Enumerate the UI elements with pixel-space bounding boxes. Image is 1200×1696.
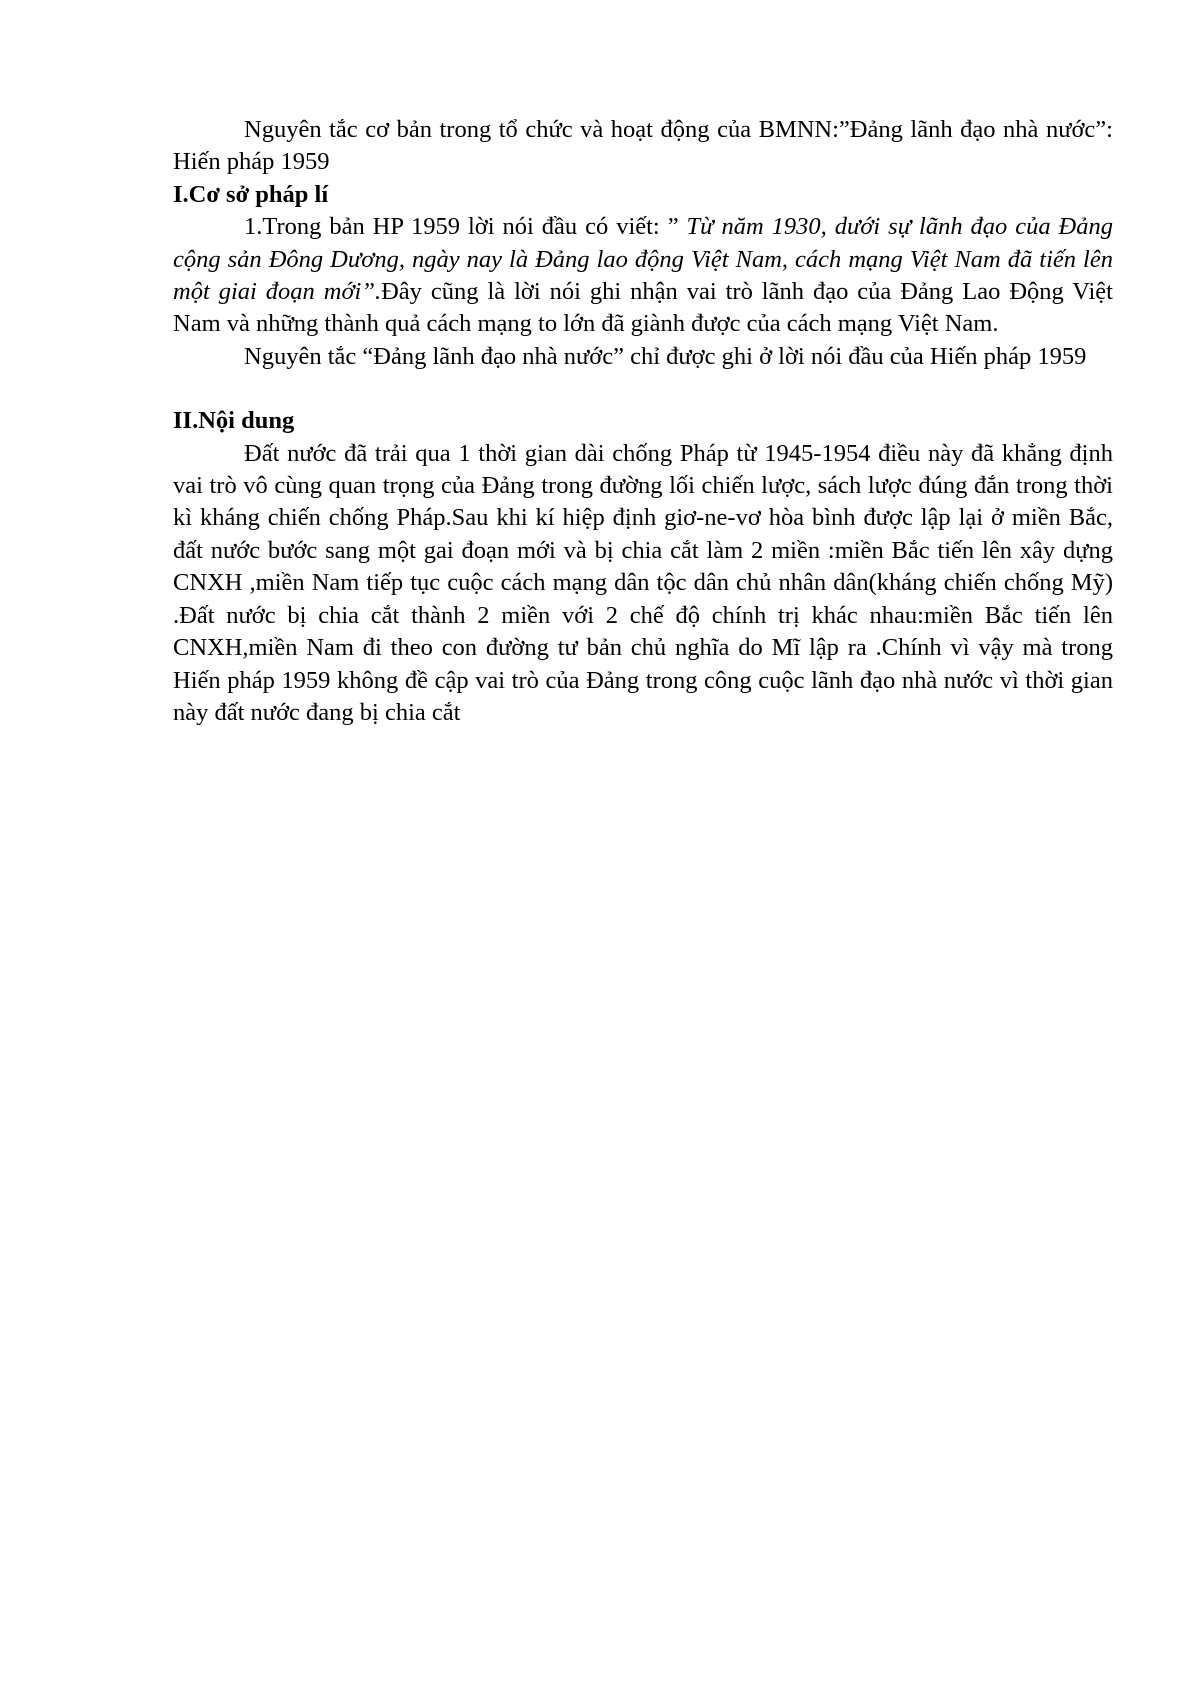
content-paragraph: Đất nước đã trải qua 1 thời gian dài chống Pháp từ 1945-1954 điều này đã khẳng định vai trò vô cùng quan trọng của Đảng trong đường lối chiến lược, sách lược đúng đắn trong thời kì kháng chiến chống Pháp.Sau khi kí hiệp định giơ-ne-vơ hòa bình được lập lại ở miền Bắc, đất nước bước sang một gai đoạn mới và bị chia cắt làm 2 miền :miền Bắc tiến lên xây dựng CNXH ,miền Nam tiếp tục cuộc cách mạng dân tộc dân chủ nhân dân(kháng chiến chống Mỹ) .Đất nước bị chia cắt thành 2 miền với 2 chế độ chính trị khác nhau:miền Bắc tiến lên CNXH,miền Nam đi theo con đường tư bản chủ nghĩa do Mĩ lập ra .Chính vì vậy mà trong Hiến pháp 1959 không đề cập vai trò của Đảng trong công cuộc lãnh đạo nhà nước vì thời gian này đất nước đang bị chia cắt: [173, 439, 1113, 726]
constitution-preamble-quote: Từ năm 1930, dưới sự lãnh đạo của Đảng cộng sản Đông Dương, ngày nay là Đảng lao động Việt Nam, cách mạng Việt Nam đã tiến lên một giai đoạn mới”.: [173, 213, 1113, 306]
principle-paragraph: Nguyên tắc “Đảng lãnh đạo nhà nước” chỉ được ghi ở lời nói đầu của Hiến pháp 1959: [244, 342, 1087, 370]
paragraph-remark: Đây cũng là lời nói ghi nhận vai trò lãnh đạo của Đảng Lao Động Việt Nam và những thành quả cách mạng to lớn đã giành được của cách mạng Việt Nam.: [173, 278, 1113, 338]
document-body: [173, 114, 1113, 729]
document-title-line: Nguyên tắc cơ bản trong tổ chức và hoạt động của BMNN:”Đảng lãnh đạo nhà nước”: Hiến pháp 1959: [173, 116, 1113, 176]
paragraph-gap: [173, 373, 1113, 405]
legal-basis-paragraph: [173, 211, 1113, 341]
paragraph-intro: 1.Trong bản HP 1959 lời nói đầu có viết: ”: [244, 213, 687, 241]
section-heading-content: II.Nội dung: [173, 407, 295, 435]
section-heading-legal-basis: I.Cơ sở pháp lí: [173, 180, 329, 208]
